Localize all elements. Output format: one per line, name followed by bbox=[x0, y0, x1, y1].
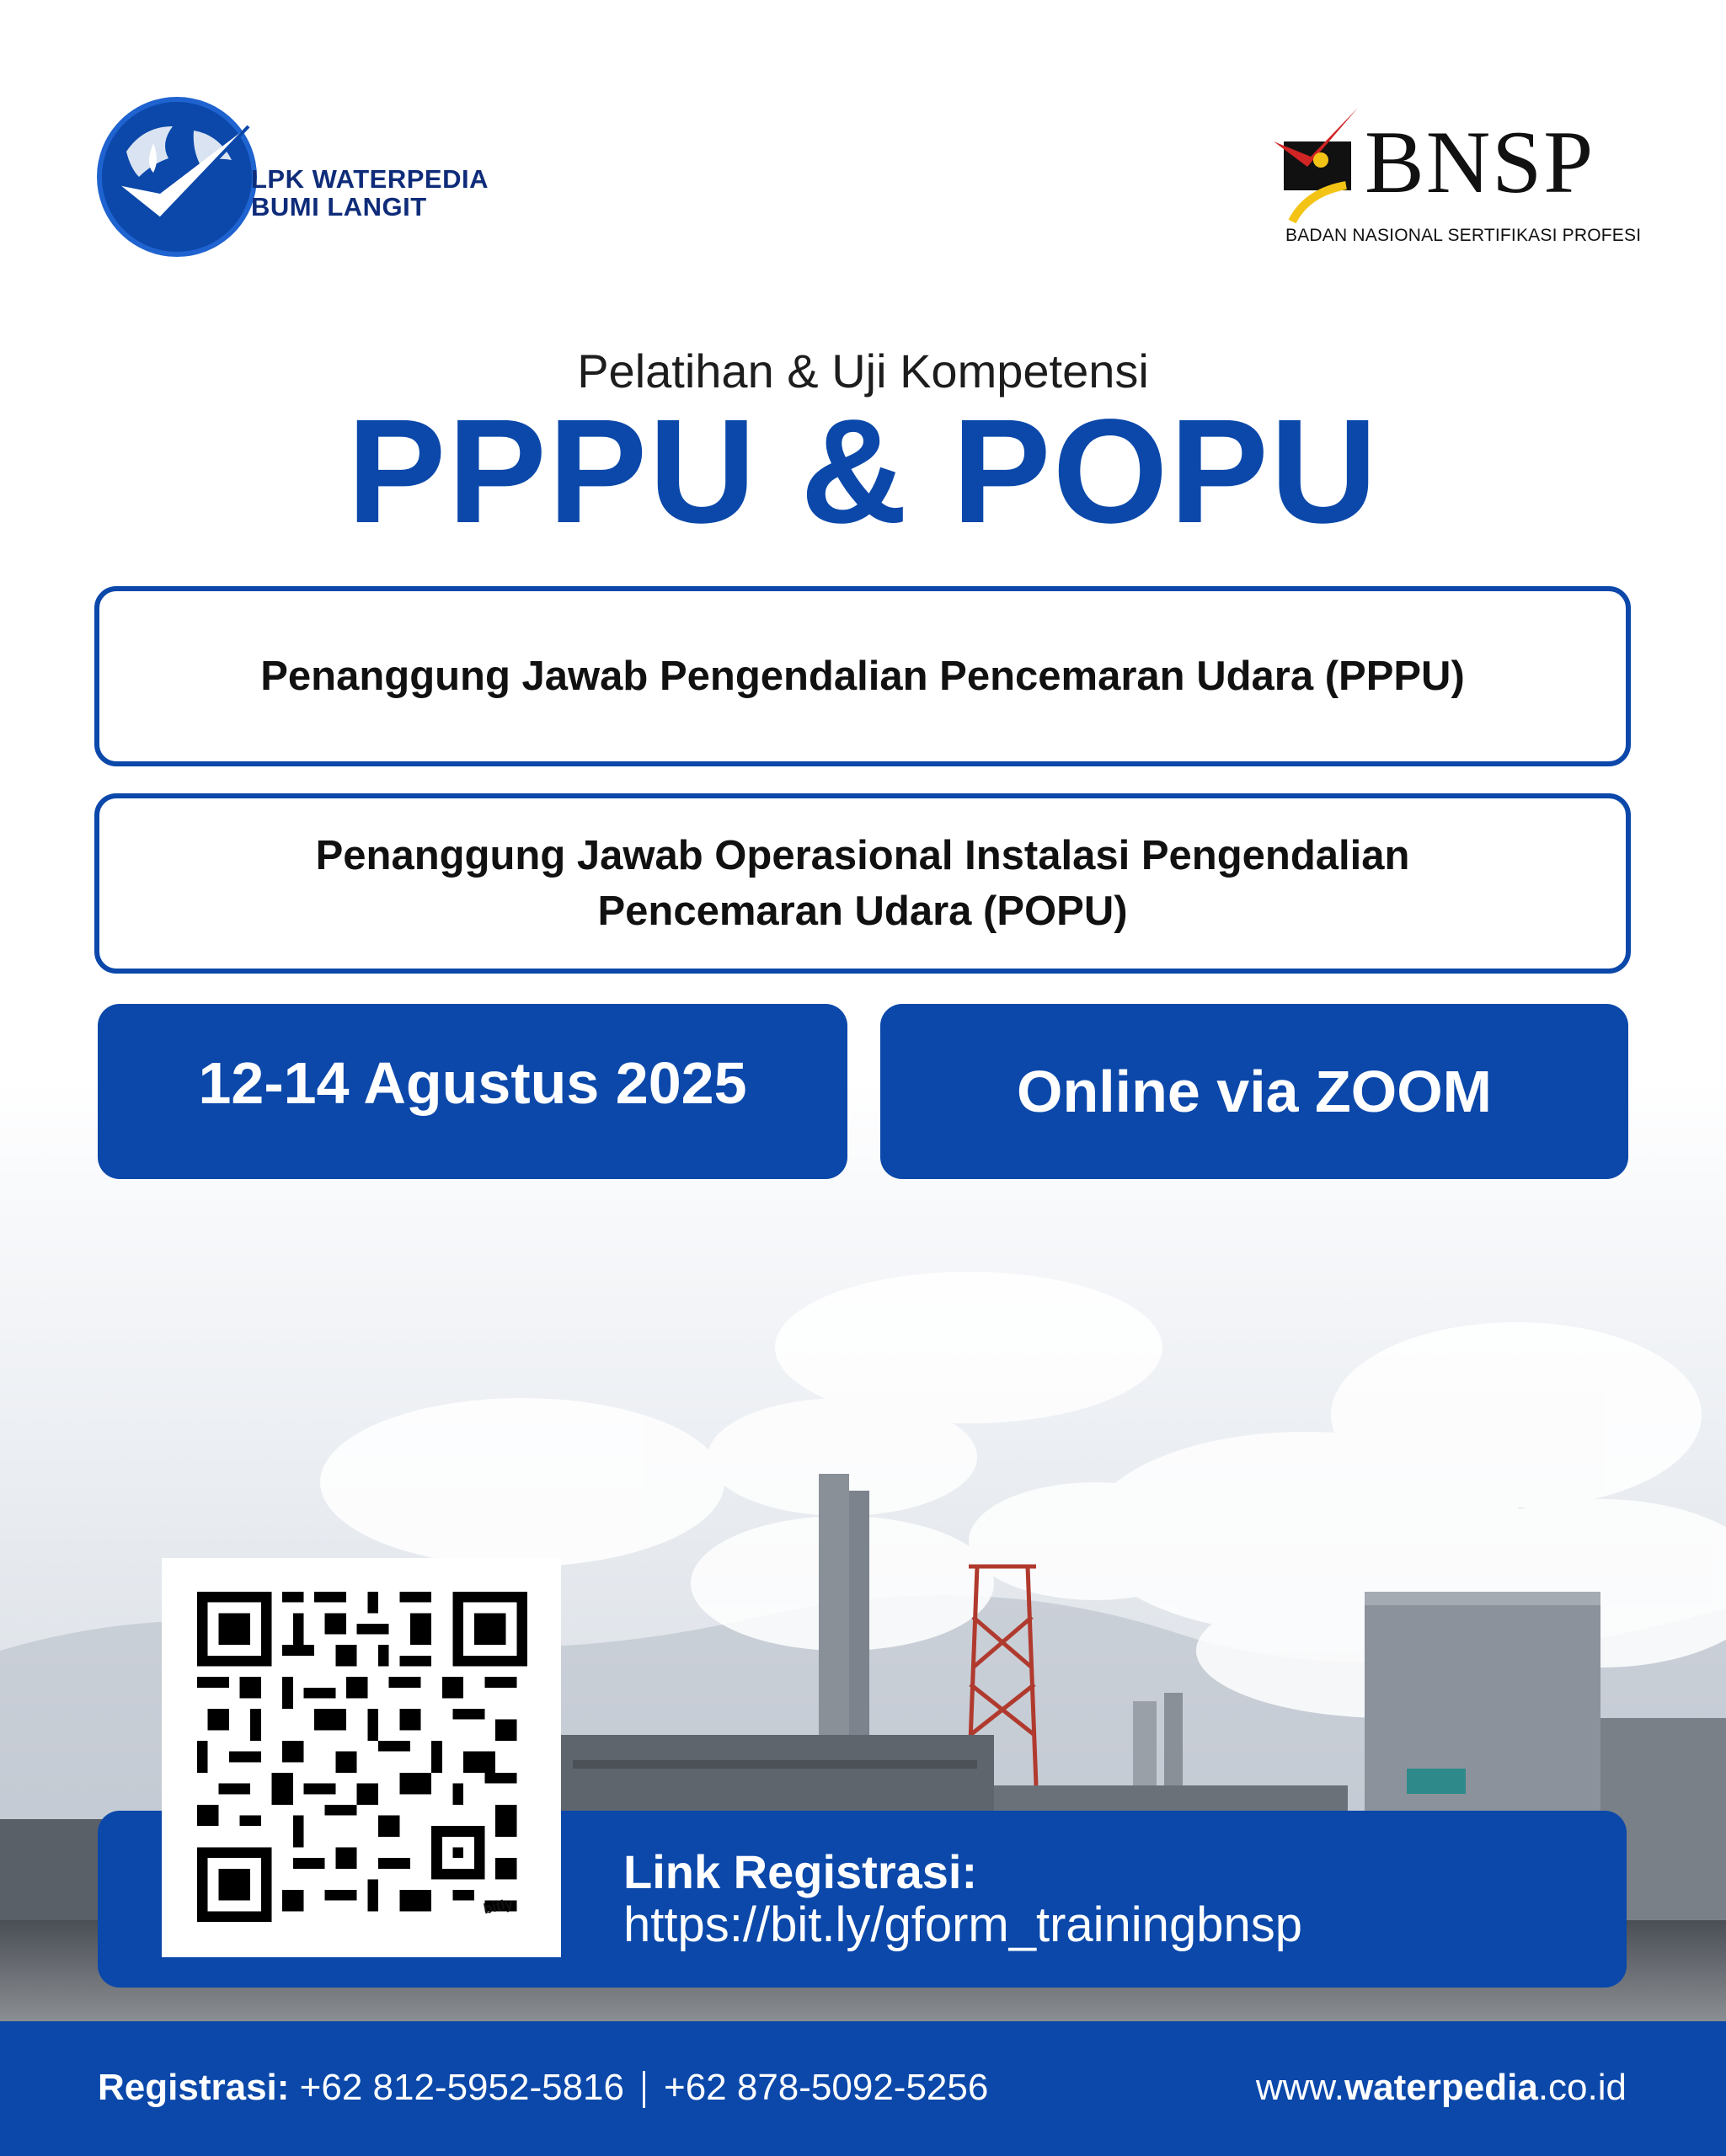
bnsp-emblem-icon bbox=[1274, 108, 1366, 226]
lpk-name-line2: BUMI LANGIT bbox=[251, 192, 427, 221]
qr-code-card[interactable] bbox=[162, 1558, 561, 1957]
lpk-name-line1: LPK WATERPEDIA bbox=[251, 164, 489, 194]
program-pppu-box bbox=[94, 586, 1631, 766]
event-venue: Online via ZOOM bbox=[1017, 1059, 1492, 1124]
qr-brand-label: bitly bbox=[482, 1895, 515, 1918]
bnsp-subtitle: BADAN NASIONAL SERTIFIKASI PROFESI bbox=[1285, 226, 1642, 245]
website-prefix: www. bbox=[1255, 2067, 1344, 2108]
event-subtitle: Pelatihan & Uji Kompetensi bbox=[577, 344, 1149, 398]
footer-phone-2[interactable]: +62 878-5092-5256 bbox=[664, 2067, 989, 2108]
footer-contacts bbox=[98, 2067, 988, 2109]
event-venue-box bbox=[880, 1004, 1628, 1179]
event-date-box bbox=[98, 1004, 847, 1179]
program-popu-line2: Pencemaran Udara (POPU) bbox=[597, 889, 1128, 934]
footer-website-link[interactable] bbox=[1256, 2067, 1627, 2109]
qr-code-icon[interactable] bbox=[197, 1592, 527, 1922]
event-title: PPPU & POPU bbox=[347, 389, 1379, 554]
program-pppu-text: Penanggung Jawab Pengendalian Pencemaran Udara (PPPU) bbox=[260, 654, 1465, 699]
footer-registration-label: Registrasi: bbox=[98, 2067, 290, 2108]
website-domain: waterpedia bbox=[1344, 2067, 1538, 2108]
registration-label: Link Registrasi: bbox=[623, 1845, 978, 1898]
program-popu-box bbox=[94, 793, 1631, 974]
registration-link[interactable]: https://bit.ly/gform_trainingbnsp bbox=[623, 1897, 1302, 1952]
bnsp-wordmark: BNSP bbox=[1365, 113, 1595, 211]
event-date: 12-14 Agustus 2025 bbox=[198, 1050, 747, 1116]
program-popu-line1: Penanggung Jawab Operasional Instalasi Pengendalian bbox=[315, 833, 1410, 878]
website-suffix: .co.id bbox=[1537, 2067, 1627, 2108]
lpk-globe-logo bbox=[93, 93, 261, 261]
footer-separator bbox=[643, 2071, 645, 2108]
lpk-logo-text bbox=[251, 165, 489, 221]
footer-phone-1[interactable]: +62 812-5952-5816 bbox=[299, 2067, 624, 2108]
